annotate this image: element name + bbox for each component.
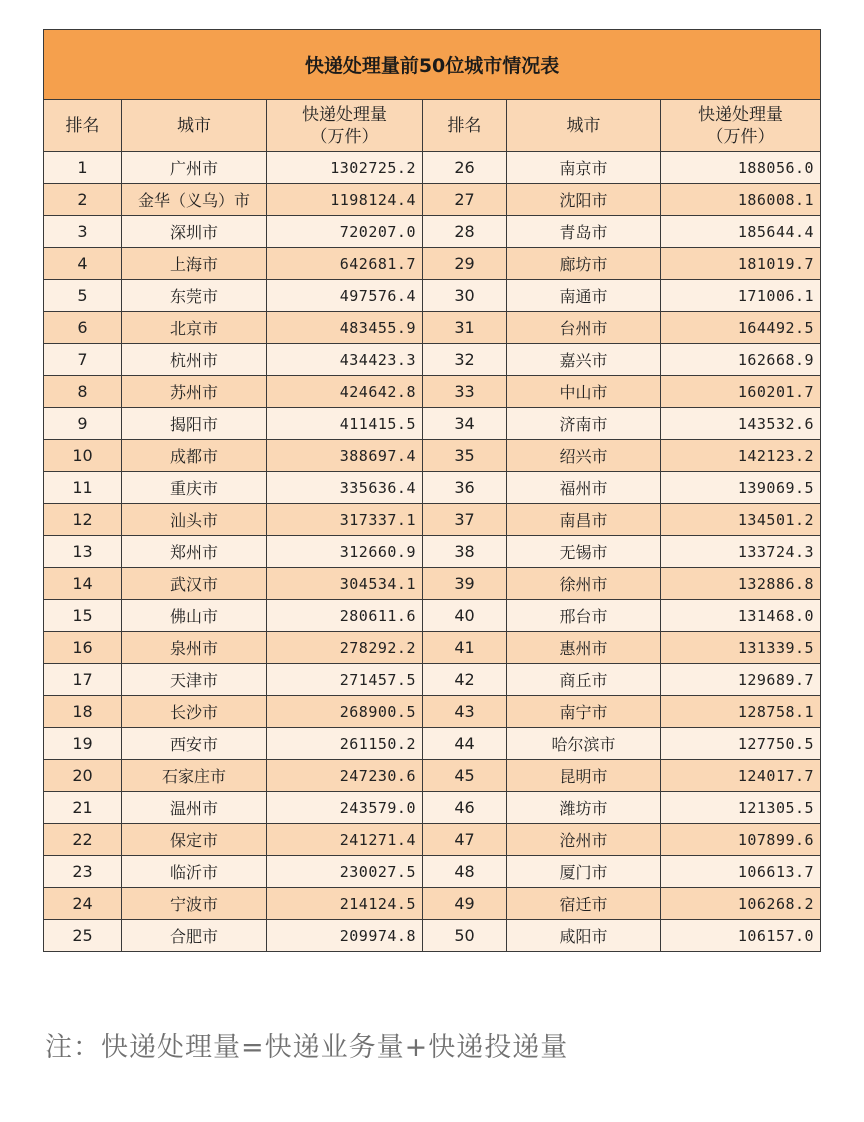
city-cell-right: 廊坊市 (507, 248, 661, 280)
city-cell-left: 温州市 (122, 792, 267, 824)
volume-cell-left: 388697.4 (267, 440, 423, 472)
rank-cell-right: 49 (423, 888, 507, 920)
table-row (44, 920, 821, 952)
footnote: 注：快递处理量=快递业务量+快递投递量 (45, 1032, 569, 1063)
rank-cell-right: 39 (423, 568, 507, 600)
rank-cell-left: 1 (44, 152, 122, 184)
volume-cell-left: 483455.9 (267, 312, 423, 344)
volume-cell-right: 164492.5 (661, 312, 821, 344)
city-cell-left: 石家庄市 (122, 760, 267, 792)
rank-cell-left: 4 (44, 248, 122, 280)
city-cell-right: 南宁市 (507, 696, 661, 728)
volume-cell-right: 107899.6 (661, 824, 821, 856)
table-row (44, 344, 821, 376)
header-volume-left-line2: （万件） (310, 126, 379, 147)
table-row (44, 408, 821, 440)
volume-cell-left: 268900.5 (267, 696, 423, 728)
rank-cell-left: 18 (44, 696, 122, 728)
city-cell-left: 杭州市 (122, 344, 267, 376)
volume-cell-right: 131339.5 (661, 632, 821, 664)
volume-cell-right: 142123.2 (661, 440, 821, 472)
table-row (44, 568, 821, 600)
rank-cell-right: 43 (423, 696, 507, 728)
rank-cell-right: 40 (423, 600, 507, 632)
table-body (44, 152, 821, 952)
rank-cell-left: 12 (44, 504, 122, 536)
table-row (44, 376, 821, 408)
city-cell-right: 厦门市 (507, 856, 661, 888)
volume-cell-right: 181019.7 (661, 248, 821, 280)
rank-cell-right: 47 (423, 824, 507, 856)
volume-cell-right: 106613.7 (661, 856, 821, 888)
rank-cell-left: 17 (44, 664, 122, 696)
table-row (44, 536, 821, 568)
volume-cell-left: 317337.1 (267, 504, 423, 536)
rank-cell-left: 24 (44, 888, 122, 920)
volume-cell-right: 186008.1 (661, 184, 821, 216)
volume-cell-left: 280611.6 (267, 600, 423, 632)
table-row (44, 600, 821, 632)
city-cell-right: 商丘市 (507, 664, 661, 696)
rank-cell-left: 15 (44, 600, 122, 632)
volume-cell-right: 134501.2 (661, 504, 821, 536)
rank-cell-right: 30 (423, 280, 507, 312)
volume-cell-right: 106157.0 (661, 920, 821, 952)
header-rank-right: 排名 (423, 100, 507, 152)
table-row (44, 728, 821, 760)
volume-cell-right: 106268.2 (661, 888, 821, 920)
rank-cell-left: 5 (44, 280, 122, 312)
table-row (44, 184, 821, 216)
rank-cell-right: 32 (423, 344, 507, 376)
table-row (44, 248, 821, 280)
volume-cell-left: 642681.7 (267, 248, 423, 280)
volume-cell-right: 185644.4 (661, 216, 821, 248)
table-row (44, 760, 821, 792)
table-row (44, 856, 821, 888)
city-cell-left: 临沂市 (122, 856, 267, 888)
rank-cell-left: 6 (44, 312, 122, 344)
city-cell-right: 青岛市 (507, 216, 661, 248)
rank-cell-left: 19 (44, 728, 122, 760)
volume-cell-right: 171006.1 (661, 280, 821, 312)
table-title: 快递处理量前50位城市情况表 (44, 30, 821, 100)
city-cell-left: 北京市 (122, 312, 267, 344)
rank-cell-right: 36 (423, 472, 507, 504)
rank-cell-left: 25 (44, 920, 122, 952)
table-row (44, 504, 821, 536)
city-cell-right: 无锡市 (507, 536, 661, 568)
city-cell-left: 武汉市 (122, 568, 267, 600)
volume-cell-left: 720207.0 (267, 216, 423, 248)
volume-cell-left: 434423.3 (267, 344, 423, 376)
header-volume-left-line1: 快递处理量 (302, 104, 387, 125)
rank-cell-right: 27 (423, 184, 507, 216)
volume-cell-left: 230027.5 (267, 856, 423, 888)
rank-cell-right: 45 (423, 760, 507, 792)
city-cell-left: 郑州市 (122, 536, 267, 568)
rank-cell-right: 28 (423, 216, 507, 248)
city-cell-left: 西安市 (122, 728, 267, 760)
rank-cell-left: 23 (44, 856, 122, 888)
city-cell-right: 南京市 (507, 152, 661, 184)
table-row (44, 792, 821, 824)
volume-cell-left: 261150.2 (267, 728, 423, 760)
header-volume-right (661, 100, 821, 152)
city-cell-right: 昆明市 (507, 760, 661, 792)
volume-cell-right: 133724.3 (661, 536, 821, 568)
volume-cell-left: 335636.4 (267, 472, 423, 504)
rank-cell-left: 13 (44, 536, 122, 568)
city-cell-left: 上海市 (122, 248, 267, 280)
rank-cell-right: 48 (423, 856, 507, 888)
table-row (44, 312, 821, 344)
city-cell-right: 绍兴市 (507, 440, 661, 472)
city-cell-left: 苏州市 (122, 376, 267, 408)
rank-cell-right: 31 (423, 312, 507, 344)
rank-cell-right: 29 (423, 248, 507, 280)
volume-cell-left: 271457.5 (267, 664, 423, 696)
volume-cell-right: 188056.0 (661, 152, 821, 184)
volume-cell-left: 1198124.4 (267, 184, 423, 216)
rank-cell-right: 26 (423, 152, 507, 184)
city-cell-left: 成都市 (122, 440, 267, 472)
city-cell-right: 南昌市 (507, 504, 661, 536)
city-cell-left: 揭阳市 (122, 408, 267, 440)
table-row (44, 472, 821, 504)
volume-cell-right: 162668.9 (661, 344, 821, 376)
volume-cell-left: 1302725.2 (267, 152, 423, 184)
header-row (44, 100, 821, 152)
table-row (44, 216, 821, 248)
city-cell-right: 沧州市 (507, 824, 661, 856)
header-volume-right-line2: （万件） (706, 126, 775, 147)
volume-cell-left: 209974.8 (267, 920, 423, 952)
header-city-right: 城市 (507, 100, 661, 152)
city-cell-left: 汕头市 (122, 504, 267, 536)
city-cell-right: 中山市 (507, 376, 661, 408)
table-row (44, 824, 821, 856)
header-rank-left: 排名 (44, 100, 122, 152)
table-row (44, 664, 821, 696)
city-cell-right: 徐州市 (507, 568, 661, 600)
volume-cell-left: 243579.0 (267, 792, 423, 824)
express-volume-table-container (43, 29, 820, 952)
volume-cell-right: 127750.5 (661, 728, 821, 760)
city-cell-left: 宁波市 (122, 888, 267, 920)
table-row (44, 440, 821, 472)
city-cell-left: 合肥市 (122, 920, 267, 952)
rank-cell-left: 11 (44, 472, 122, 504)
rank-cell-right: 37 (423, 504, 507, 536)
header-volume-left (267, 100, 423, 152)
city-cell-left: 保定市 (122, 824, 267, 856)
rank-cell-left: 20 (44, 760, 122, 792)
table-row (44, 888, 821, 920)
city-cell-left: 重庆市 (122, 472, 267, 504)
rank-cell-right: 50 (423, 920, 507, 952)
volume-cell-right: 160201.7 (661, 376, 821, 408)
city-cell-right: 嘉兴市 (507, 344, 661, 376)
volume-cell-right: 129689.7 (661, 664, 821, 696)
rank-cell-left: 22 (44, 824, 122, 856)
table-row (44, 280, 821, 312)
header-volume-right-line1: 快递处理量 (698, 104, 784, 125)
volume-cell-left: 411415.5 (267, 408, 423, 440)
volume-cell-right: 128758.1 (661, 696, 821, 728)
volume-cell-left: 278292.2 (267, 632, 423, 664)
rank-cell-left: 3 (44, 216, 122, 248)
volume-cell-left: 247230.6 (267, 760, 423, 792)
city-cell-left: 金华（义乌）市 (122, 184, 267, 216)
volume-cell-left: 497576.4 (267, 280, 423, 312)
volume-cell-left: 214124.5 (267, 888, 423, 920)
city-cell-right: 台州市 (507, 312, 661, 344)
table-row (44, 632, 821, 664)
rank-cell-right: 34 (423, 408, 507, 440)
city-cell-right: 沈阳市 (507, 184, 661, 216)
rank-cell-left: 16 (44, 632, 122, 664)
header-city-left: 城市 (122, 100, 267, 152)
city-cell-right: 南通市 (507, 280, 661, 312)
volume-cell-left: 304534.1 (267, 568, 423, 600)
rank-cell-left: 7 (44, 344, 122, 376)
rank-cell-right: 42 (423, 664, 507, 696)
volume-cell-left: 312660.9 (267, 536, 423, 568)
rank-cell-left: 8 (44, 376, 122, 408)
rank-cell-left: 2 (44, 184, 122, 216)
city-cell-right: 哈尔滨市 (507, 728, 661, 760)
city-cell-left: 泉州市 (122, 632, 267, 664)
city-cell-left: 深圳市 (122, 216, 267, 248)
rank-cell-right: 33 (423, 376, 507, 408)
volume-cell-right: 124017.7 (661, 760, 821, 792)
city-cell-right: 福州市 (507, 472, 661, 504)
rank-cell-left: 9 (44, 408, 122, 440)
city-cell-right: 邢台市 (507, 600, 661, 632)
city-cell-right: 济南市 (507, 408, 661, 440)
volume-cell-right: 131468.0 (661, 600, 821, 632)
rank-cell-right: 46 (423, 792, 507, 824)
city-cell-left: 天津市 (122, 664, 267, 696)
express-volume-table (43, 29, 821, 952)
city-cell-left: 广州市 (122, 152, 267, 184)
city-cell-left: 佛山市 (122, 600, 267, 632)
table-row (44, 152, 821, 184)
volume-cell-left: 424642.8 (267, 376, 423, 408)
rank-cell-left: 10 (44, 440, 122, 472)
rank-cell-right: 41 (423, 632, 507, 664)
rank-cell-right: 38 (423, 536, 507, 568)
city-cell-left: 长沙市 (122, 696, 267, 728)
rank-cell-right: 35 (423, 440, 507, 472)
volume-cell-right: 132886.8 (661, 568, 821, 600)
volume-cell-right: 121305.5 (661, 792, 821, 824)
volume-cell-left: 241271.4 (267, 824, 423, 856)
city-cell-right: 咸阳市 (507, 920, 661, 952)
city-cell-left: 东莞市 (122, 280, 267, 312)
table-row (44, 696, 821, 728)
city-cell-right: 潍坊市 (507, 792, 661, 824)
volume-cell-right: 143532.6 (661, 408, 821, 440)
rank-cell-left: 14 (44, 568, 122, 600)
city-cell-right: 惠州市 (507, 632, 661, 664)
city-cell-right: 宿迁市 (507, 888, 661, 920)
rank-cell-right: 44 (423, 728, 507, 760)
volume-cell-right: 139069.5 (661, 472, 821, 504)
rank-cell-left: 21 (44, 792, 122, 824)
